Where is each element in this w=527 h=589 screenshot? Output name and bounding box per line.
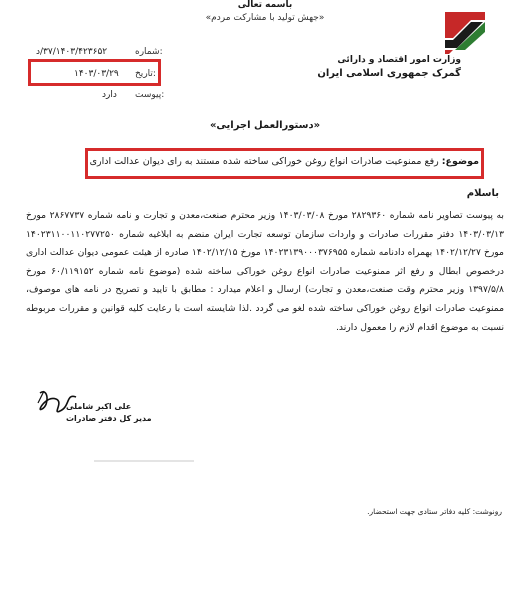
signatory-name: علی اکبر شاملی — [66, 402, 132, 411]
subject-label: موضوع: — [441, 156, 479, 167]
date-value: ۱۴۰۳/۰۳/۲۹ — [74, 69, 119, 79]
ministry-name: وزارت امور اقتصاد و دارائی — [337, 55, 461, 65]
attachment-value: دارد — [102, 90, 117, 100]
besmellah-heading: باسمه تعالی — [237, 0, 293, 10]
document-title: «دستورالعمل اجرایی» — [209, 120, 321, 131]
date-label: تاریخ: — [135, 69, 156, 79]
divider — [94, 460, 194, 462]
greeting: باسلام — [466, 188, 499, 199]
number-label: شماره: — [135, 47, 163, 57]
subject-text: رفع ممنوعیت صادرات انواع روغن خوراکی ساخته شده مستند به رای دیوان عدالت اداری — [89, 156, 439, 167]
customs-name: گمرک جمهوری اسلامی ایران — [317, 68, 461, 79]
signatory-title: مدیر کل دفتر صادرات — [66, 414, 152, 423]
subject-line — [89, 156, 479, 167]
attachment-label: پیوست: — [135, 90, 165, 100]
motto-line: «جهش تولید با مشارکت مردم» — [205, 13, 325, 23]
number-value: ۳۷/۱۴۰۳/۴۲۳۶۵۲/د — [36, 47, 108, 57]
letter-body: به پیوست تصاویر نامه شماره ۲۸۲۹۳۶۰ مورخ ۱۴۰۳/۰۳/۰۸ وزیر محترم صنعت،معدن و تجارت و نامه شماره ۲۸۶۷۷۳۷ مورخ ۱۴۰۳/۰۳/۱۳ دفتر مقررات صادرات و واردات سازمان توسعه تجارت ایران منضم به ابلاغیه شماره ۱۴۰۲۳۱۱۰۰۱۱۰۲۷۷۲۵۰ مورخ ۱۴۰۲/۱۲/۲۷ بهمراه دادنامه شماره ۱۴۰۲۳۱۳۹۰۰۰۳۷۶۹۵۵ مورخ ۱۴۰۲/۱۲/۱۵ صادره از هیئت عمومی دیوان عدالت اداری درخصوص ابطال و رفع اثر ممنوعیت صادرات انواع روغن خوراکی ساخته شده (موضوع نامه شماره ۶۰/۱۱۹۱۵۲ مورخ ۱۳۹۷/۵/۸ وزیر محترم وقت صنعت،معدن و تجارت) ارسال و اعلام میدارد : مطابق با تایید و تصریح در نامه های موصوف، ممنوعیت صادرات انواع روغن خوراکی ساخته شده لغو می گردد .لذا شایسته است با رعایت کلیه قوانین و مقررات مربوطه نسبت به موضوع اقدام لازم را معمول دارند. — [26, 210, 504, 333]
copy-recipients: رونوشت: کلیه دفاتر ستادی جهت استحضار. — [367, 507, 502, 516]
customs-emblem-icon — [441, 8, 489, 54]
